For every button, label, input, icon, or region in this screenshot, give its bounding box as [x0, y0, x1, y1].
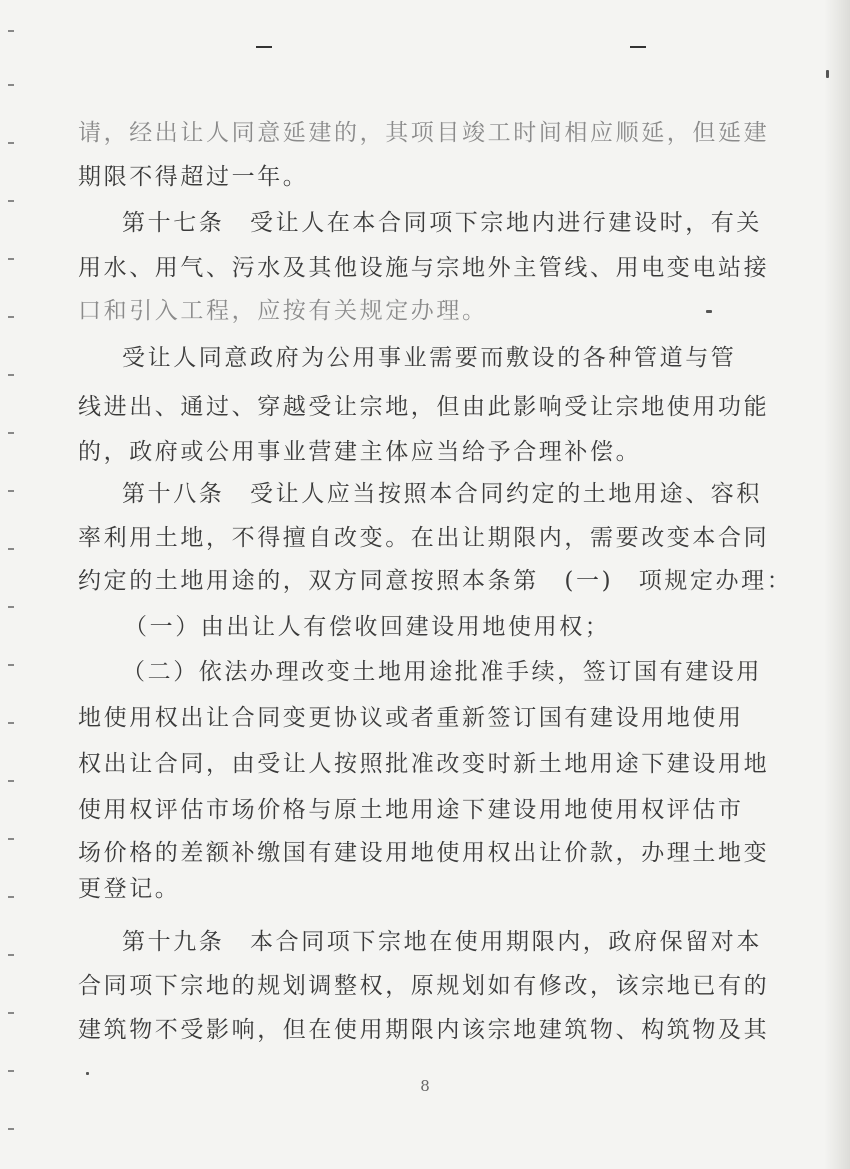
text-line: 地使用权出让合同变更协议或者重新签订国有建设用地使用 — [78, 705, 744, 731]
article-17-heading-line: 第十七条 受让人在本合同项下宗地内进行建设时，有关 — [122, 210, 762, 236]
scan-speck — [86, 1072, 89, 1075]
scan-margin-mark — [8, 1012, 14, 1014]
text-line: 建筑物不受影响，但在使用期限内该宗地建筑物、构筑物及其 — [78, 1017, 770, 1043]
scan-margin-mark — [8, 432, 14, 434]
list-item-1: （一）由出让人有偿收回建设用地使用权； — [124, 614, 611, 640]
text-line: 率利用土地，不得擅自改变。在出让期限内，需要改变本合同 — [78, 525, 770, 551]
scan-margin-mark — [8, 1128, 14, 1130]
list-item-2: （二）依法办理改变土地用途批准手续，签订国有建设用 — [122, 659, 762, 685]
text-line: 口和引入工程，应按有关规定办理。 — [78, 298, 488, 324]
text-line: 线进出、通过、穿越受让宗地，但由此影响受让宗地使用功能 — [78, 394, 770, 420]
scan-edge-shadow — [824, 0, 850, 1169]
scan-speck — [826, 70, 829, 78]
scan-margin-mark — [8, 896, 14, 898]
scan-margin-mark — [8, 664, 14, 666]
scan-margin-mark — [8, 200, 14, 202]
scan-margin-mark — [8, 374, 14, 376]
scan-margin-mark — [8, 606, 14, 608]
scan-margin-mark — [8, 838, 14, 840]
scan-margin-mark — [8, 954, 14, 956]
scan-margin-mark — [8, 722, 14, 724]
article-19-heading-line: 第十九条 本合同项下宗地在使用期限内，政府保留对本 — [122, 929, 762, 955]
binding-mark-right — [630, 46, 646, 48]
page-number: 8 — [420, 1077, 430, 1095]
text-line: 期限不得超过一年。 — [78, 164, 309, 190]
scan-margin-mark — [8, 1070, 14, 1072]
text-line: 请，经出让人同意延建的，其项目竣工时间相应顺延，但延建 — [78, 120, 770, 146]
article-18-heading-line: 第十八条 受让人应当按照本合同约定的土地用途、容积 — [122, 481, 762, 507]
text-line: 的，政府或公用事业营建主体应当给予合理补偿。 — [78, 439, 642, 465]
scan-margin-mark — [8, 548, 14, 550]
scan-margin-mark — [8, 490, 14, 492]
text-line: 受让人同意政府为公用事业需要而敷设的各种管道与管 — [122, 345, 737, 371]
scan-margin-mark — [8, 142, 14, 144]
scan-margin-mark — [8, 780, 14, 782]
scan-margin-mark — [8, 84, 14, 86]
binding-mark-left — [256, 46, 272, 48]
text-line: 更登记。 — [78, 876, 181, 902]
scan-speck — [706, 310, 712, 313]
text-line: 使用权评估市场价格与原土地用途下建设用地使用权评估市 — [78, 797, 744, 823]
scan-margin-mark — [8, 30, 14, 32]
text-line: 合同项下宗地的规划调整权，原规划如有修改，该宗地已有的 — [78, 973, 770, 999]
text-line: 用水、用气、污水及其他设施与宗地外主管线、用电变电站接 — [78, 255, 770, 281]
scan-margin-mark — [8, 316, 14, 318]
text-line: 约定的土地用途的，双方同意按照本条第 (一) 项规定办理： — [78, 568, 793, 594]
scan-margin-mark — [8, 258, 14, 260]
text-line: 权出让合同，由受让人按照批准改变时新土地用途下建设用地 — [78, 751, 770, 777]
text-line: 场价格的差额补缴国有建设用地使用权出让价款，办理土地变 — [78, 840, 770, 866]
